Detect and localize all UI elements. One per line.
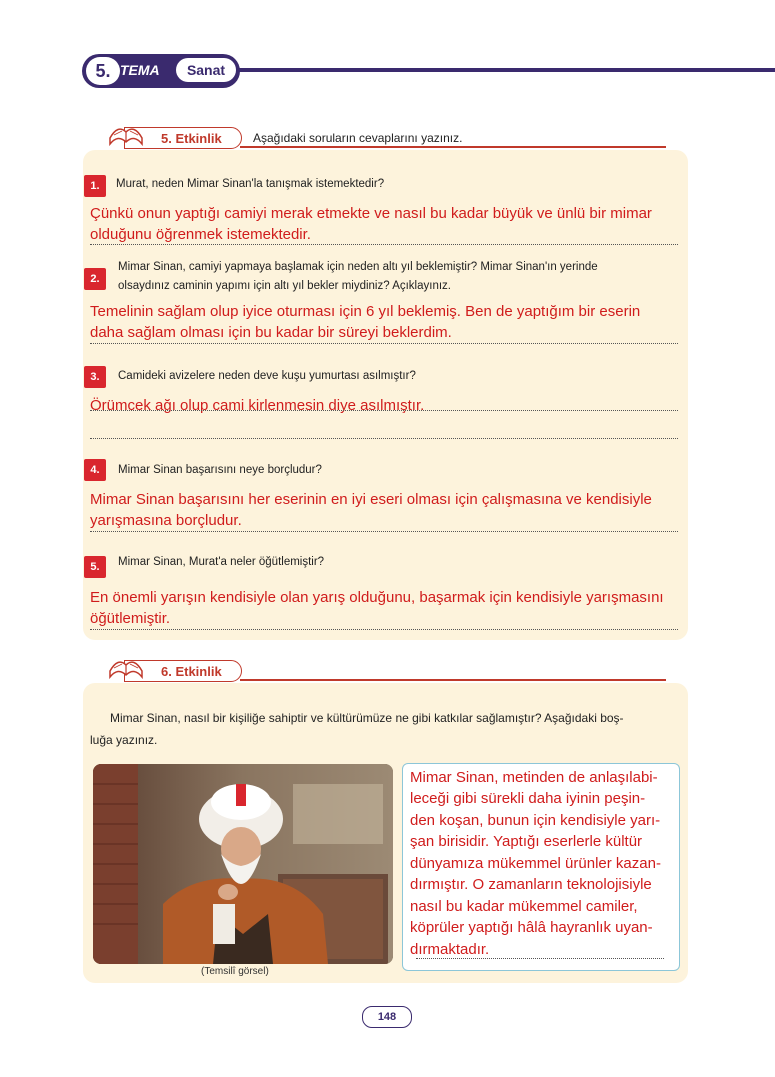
book-icon [106, 651, 146, 681]
answer-line: nasıl bu kadar mükemmel camiler, [410, 898, 638, 915]
activity5-instruction: Aşağıdaki soruların cevaplarını yazınız. [253, 131, 463, 145]
answer-line: dünyamıza mükemmel ürünler kazan- [410, 855, 661, 872]
tema-label: TEMA [120, 62, 160, 78]
answer-line: dırmıştır. O zamanların teknolojisiyle [410, 876, 652, 893]
subject-label: Sanat [176, 58, 236, 82]
activity5-label: 5. Etkinlik [124, 127, 242, 149]
activity6-instruction: luğa yazınız. [90, 733, 158, 747]
answer-line: Çünkü onun yaptığı camiyi merak etmekte ve nasıl bu kadar büyük ve ünlü bir mimar [90, 205, 652, 222]
activity5-rule [240, 146, 666, 148]
answer-dotted-line [90, 343, 678, 344]
answer-dotted-line [90, 410, 678, 411]
question-text: Mimar Sinan, Murat'a neler öğütlemiştir? [118, 556, 325, 568]
answer-line: öğütlemiştir. [90, 610, 171, 627]
answer-line: den koşan, bunun için kendisiyle yarı- [410, 812, 661, 829]
mimar-sinan-photo [93, 764, 393, 964]
photo-caption: (Temsilî görsel) [201, 966, 269, 977]
answer-dotted-line [90, 438, 678, 439]
answer-line: olduğunu öğrenmek istemektedir. [90, 226, 311, 243]
header-rule [230, 68, 775, 72]
question-text: Murat, neden Mimar Sinan'la tanışmak istemektedir? [116, 178, 385, 190]
answer-line: Örümcek ağı olup cami kirlenmesin diye asılmıştır. [90, 397, 425, 414]
answer-dotted-line [90, 531, 678, 532]
question-text: Mimar Sinan başarısını neye borçludur? [118, 464, 322, 476]
book-icon [106, 118, 146, 148]
question-number: 1. [84, 175, 106, 197]
question-number: 5. [84, 556, 106, 578]
answer-line: yarışmasına borçludur. [90, 512, 242, 529]
answer-line: daha sağlam olması için bu kadar bir süreyi beklerdim. [90, 324, 452, 341]
question-number: 3. [84, 366, 106, 388]
question-text: Mimar Sinan, camiyi yapmaya başlamak için neden altı yıl beklemiştir? Mimar Sinan'ın yerinde [118, 261, 598, 273]
unit-number: 5. [86, 57, 120, 85]
answer-line: leceği gibi sürekli daha iyinin peşin- [410, 790, 646, 807]
question-text: olsaydınız caminin yapımı için altı yıl bekler miydiniz? Açıklayınız. [118, 280, 451, 292]
answer-dotted-line [416, 958, 664, 959]
answer-dotted-line [90, 629, 678, 630]
answer-line: köprüler yaptığı hâlâ hayranlık uyan- [410, 919, 653, 936]
question-number: 4. [84, 459, 106, 481]
answer-line: Temelinin sağlam olup iyice oturması için 6 yıl beklemiş. Ben de yaptığım bir eserin [90, 303, 641, 320]
question-text: Camideki avizelere neden deve kuşu yumurtası asılmıştır? [118, 370, 416, 382]
activity6-rule [240, 679, 666, 681]
answer-line: şan birisidir. Yaptığı eserlerle kültür [410, 833, 643, 850]
answer-line: Mimar Sinan başarısını her eserinin en iyi eseri olması için çalışmasına ve kendisiyle [90, 491, 652, 508]
activity6-instruction: Mimar Sinan, nasıl bir kişiliğe sahiptir ve kültürümüze ne gibi katkılar sağlamıştır? Aşağıdaki boş- [110, 711, 624, 725]
page-number: 148 [362, 1006, 412, 1028]
activity6-label: 6. Etkinlik [124, 660, 242, 682]
answer-line: Mimar Sinan, metinden de anlaşılabi- [410, 769, 658, 786]
question-number: 2. [84, 268, 106, 290]
answer-dotted-line [90, 244, 678, 245]
answer-line: dırmaktadır. [410, 941, 490, 958]
answer-line: En önemli yarışın kendisiyle olan yarış olduğunu, başarmak için kendisiyle yarışmasını [90, 589, 664, 606]
